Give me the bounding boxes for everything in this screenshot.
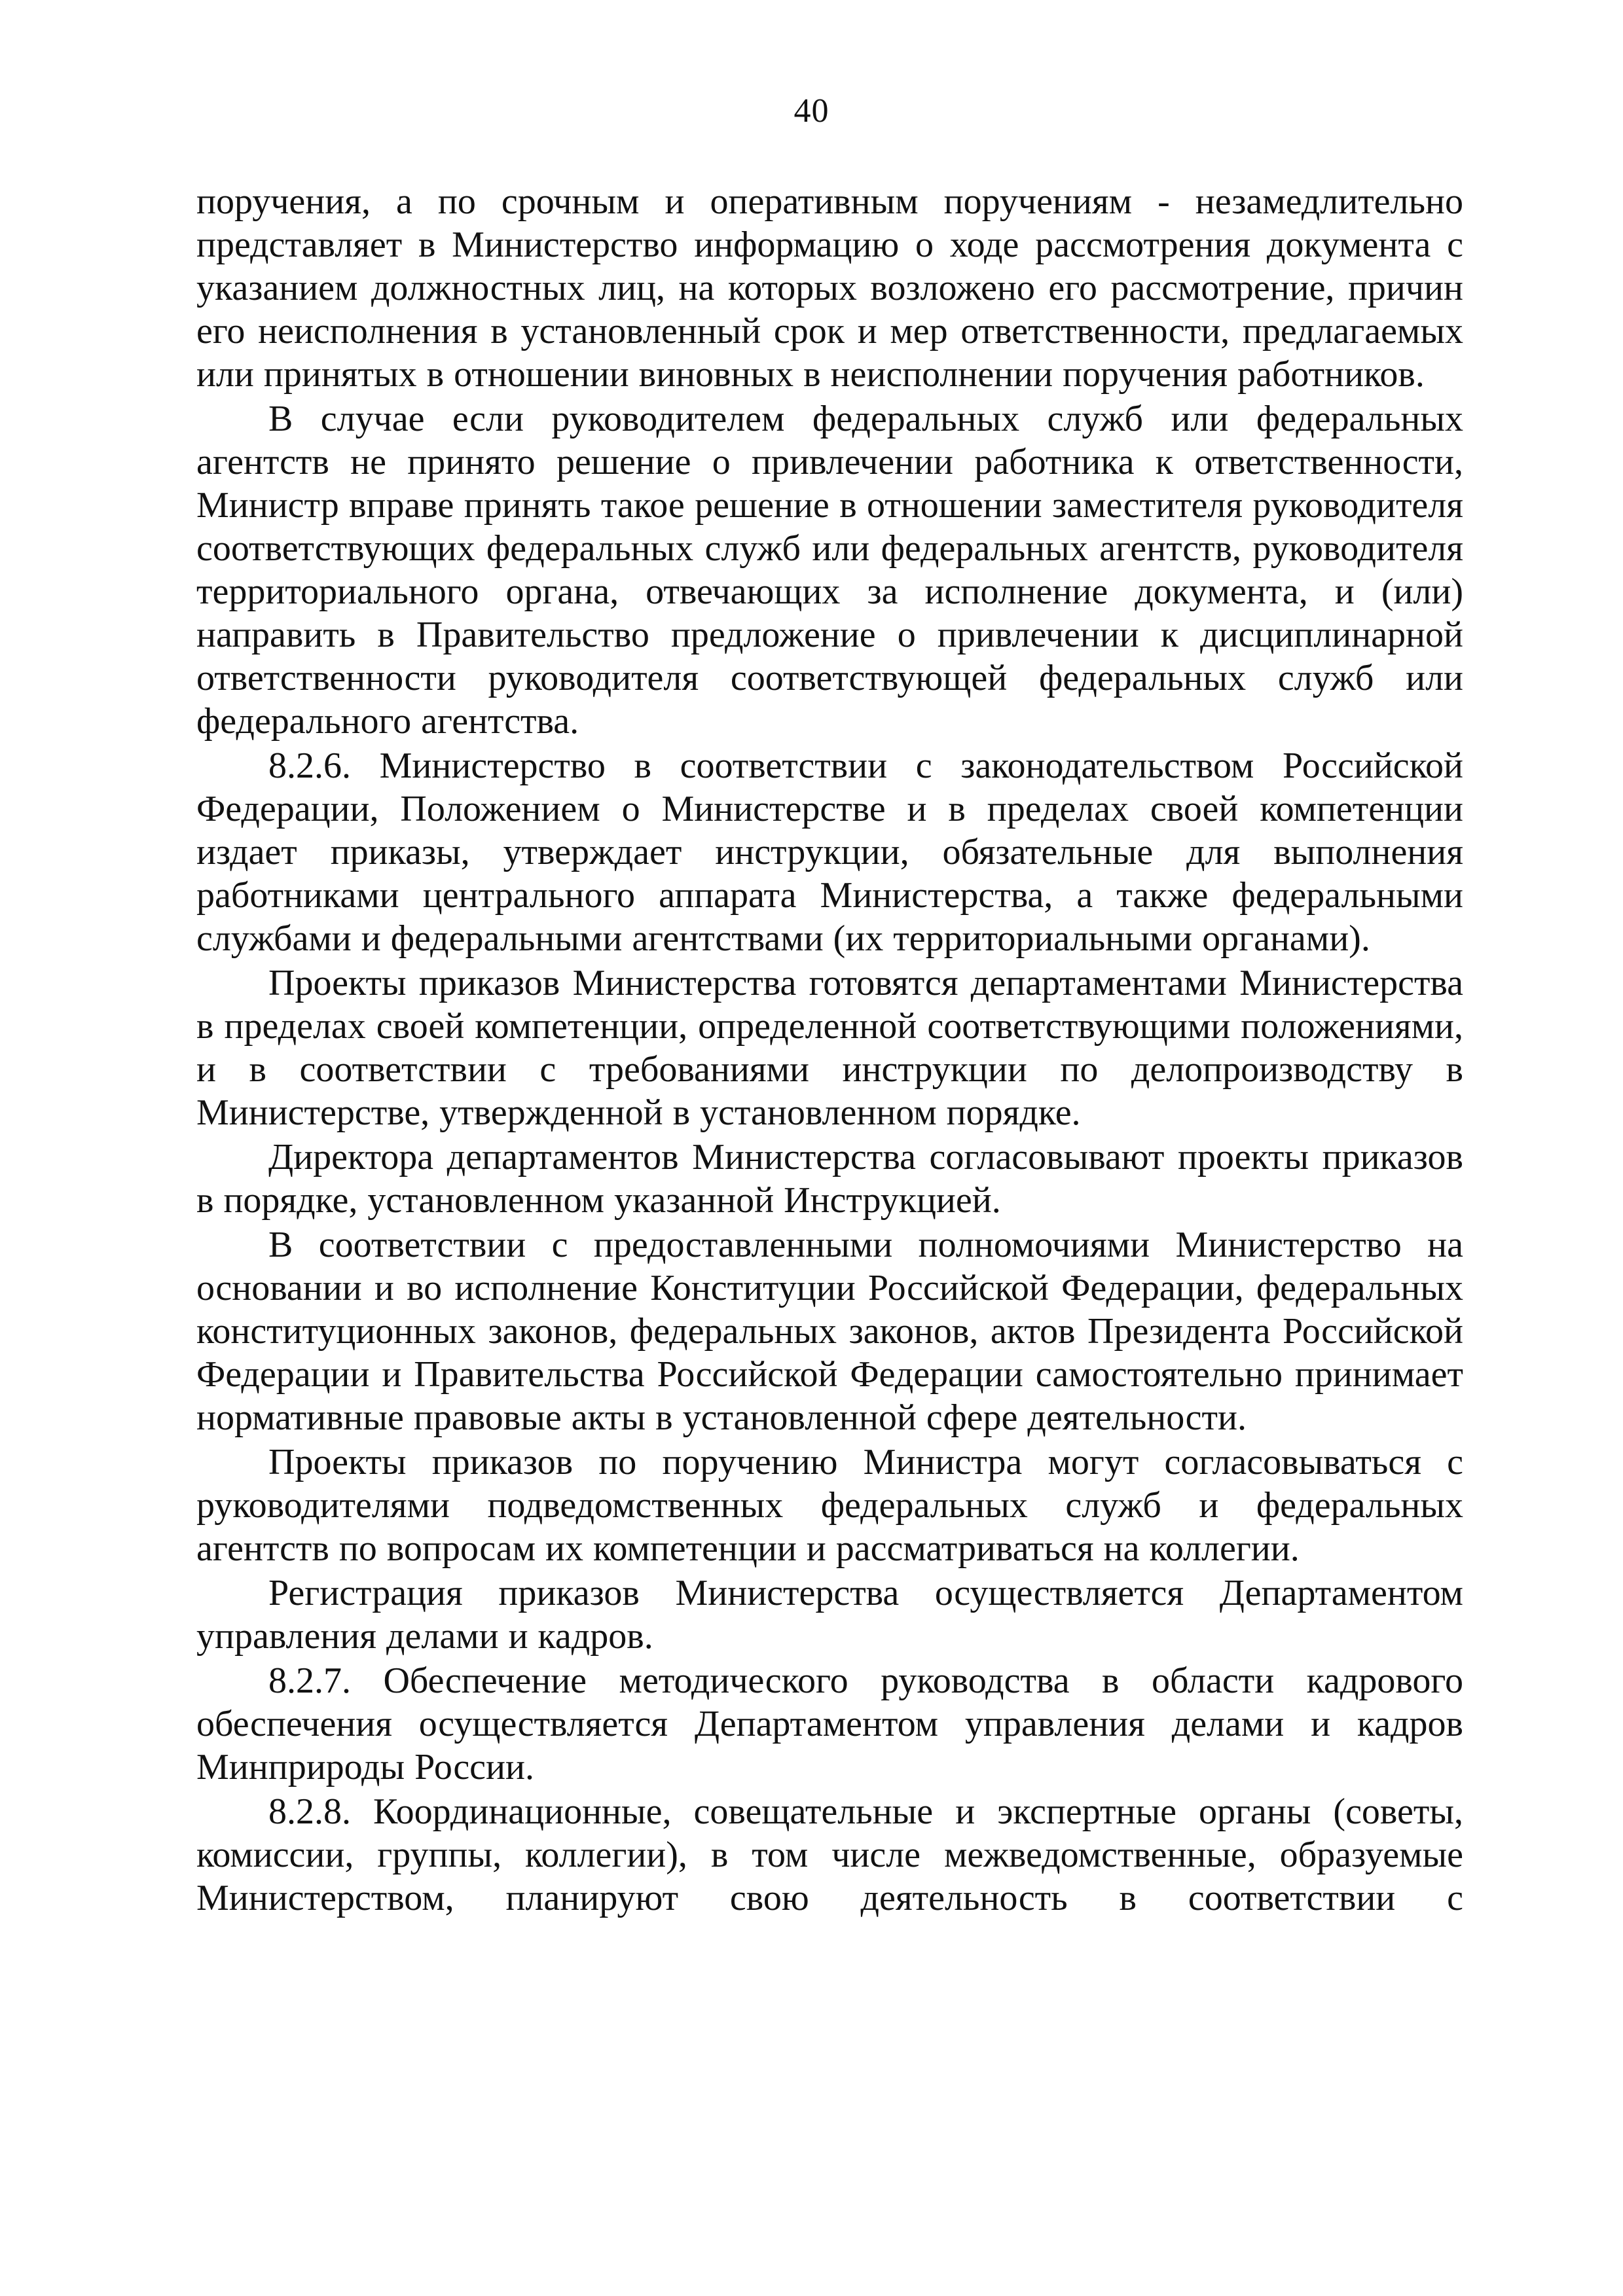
paragraph-4: Проекты приказов Министерства готовятся департаментами Министерства в пределах своей компетенции, определенной соответствующими положениями, и в соответствии с требованиями инструкции по делопроизводству в Министерстве, утвержденной в установленном порядке. xyxy=(196,963,1463,1133)
paragraph-9: 8.2.7. Обеспечение методического руководства в области кадрового обеспечения осуществляется Департаментом управления делами и кадров Минприроды России. xyxy=(196,1660,1463,1787)
document-body xyxy=(196,180,1463,1920)
paragraph-5: Директора департаментов Министерства согласовывают проекты приказов в порядке, установленном указанной Инструкцией. xyxy=(196,1137,1463,1221)
paragraph-2: В случае если руководителем федеральных служб или федеральных агентств не принято решение о привлечении работника к ответственности, Министр вправе принять такое решение в отношении заместителя руководителя соответствующих федеральных служб или федеральных агентств, руководителя территориального органа, отвечающих за исполнение документа, и (или) направить в Правительство предложение о привлечении к дисциплинарной ответственности руководителя соответствующей федеральных служб или федерального агентства. xyxy=(196,399,1463,742)
paragraph-10: 8.2.8. Координационные, совещательные и экспертные органы (советы, комиссии, группы, коллегии), в том числе межведомственные, образуемые Министерством, планируют свою деятельность в соответствии с xyxy=(196,1791,1463,1918)
paragraph-1: поручения, а по срочным и оперативным поручениям - незамедлительно представляет в Министерство информацию о ходе рассмотрения документа с указанием должностных лиц, на которых возложено его рассмотрение, причин его неисполнения в установленный срок и мер ответственности, предлагаемых или принятых в отношении виновных в неисполнении поручения работников. xyxy=(196,181,1463,395)
page-number: 40 xyxy=(793,92,830,130)
paragraph-8: Регистрация приказов Министерства осуществляется Департаментом управления делами и кадров. xyxy=(196,1573,1463,1657)
paragraph-7: Проекты приказов по поручению Министра могут согласовываться с руководителями подведомственных федеральных служб и федеральных агентств по вопросам их компетенции и рассматриваться на коллегии. xyxy=(196,1442,1463,1569)
paragraph-6: В соответствии с предоставленными полномочиями Министерство на основании и во исполнение Конституции Российской Федерации, федеральных конституционных законов, федеральных законов, актов Президента Российской Федерации и Правительства Российской Федерации самостоятельно принимает нормативные правовые акты в установленной сфере деятельности. xyxy=(196,1225,1463,1438)
paragraph-3: 8.2.6. Министерство в соответствии с законодательством Российской Федерации, Положением о Министерстве и в пределах своей компетенции издает приказы, утверждает инструкции, обязательные для выполнения работниками центрального аппарата Министерства, а также федеральными службами и федеральными агентствами (их территориальными органами). xyxy=(196,745,1463,959)
